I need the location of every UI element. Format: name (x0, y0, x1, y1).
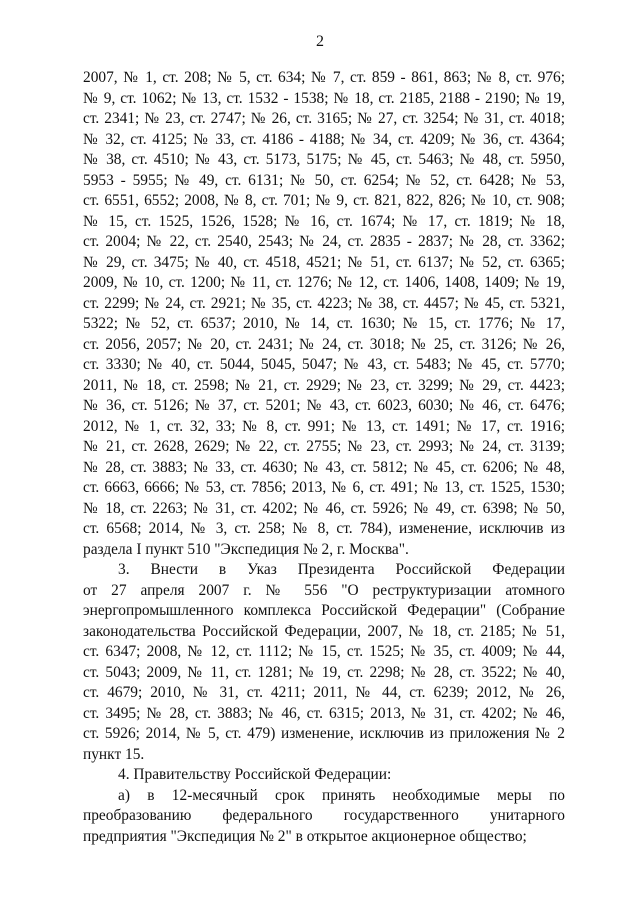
text-line: 2011, № 18, ст. 2598; № 21, ст. 2929; № 23, ст. 3299; № 29, ст. 4423; (83, 376, 565, 394)
text-line: ст. 2056, 2057; № 20, ст. 2431; № 24, ст. 3018; № 25, ст. 3126; № 26, (83, 335, 565, 353)
text-line: законодательства Российской Федерации, 2007, № 18, ст. 2185; № 51, (83, 622, 565, 640)
text-line: ст. 6568; 2014, № 3, ст. 258; № 8, ст. 784), изменение, исключив из (83, 520, 565, 537)
text-line: ст. 6551, 6552; 2008, № 8, ст. 701; № 9, ст. 821, 822, 826; № 10, ст. 908; (83, 192, 565, 209)
text-line: энергопромышленного комплекса Российской Федерации" (Собрание (83, 602, 565, 619)
text-line: ст. 5926; 2014, № 5, ст. 479) изменение, исключив из приложения № 2 (83, 725, 565, 742)
text-line: ст. 2299; № 24, ст. 2921; № 35, ст. 4223; № 38, ст. 4457; № 45, ст. 5321, (83, 294, 565, 312)
text-line: а) в 12-месячный срок принять необходимые меры по (118, 786, 565, 804)
text-line: № 29, ст. 3475; № 40, ст. 4518, 4521; № 51, ст. 6137; № 52, ст. 6365; (83, 253, 565, 271)
text-line: пункт 15. (83, 745, 145, 763)
text-line: преобразованию федерального государственного унитарного (83, 807, 565, 824)
text-line: ст. 5043; 2009, № 11, ст. 1281; № 19, ст. 2298; № 28, ст. 3522; № 40, (83, 663, 565, 681)
text-line: ст. 6663, 6666; № 53, ст. 7856; 2013, № 6, ст. 491; № 13, ст. 1525, 1530; (83, 479, 565, 496)
text-line: 2007, № 1, ст. 208; № 5, ст. 634; № 7, ст. 859 - 861, 863; № 8, ст. 976; (83, 69, 565, 86)
text-line: 4. Правительству Российской Федерации: (118, 766, 392, 783)
text-line: ст. 4679; 2010, № 31, ст. 4211; 2011, № 44, ст. 6239; 2012, № 26, (83, 684, 565, 701)
text-line: ст. 3495; № 28, ст. 3883; № 46, ст. 6315; 2013, № 31, ст. 4202; № 46, (83, 704, 565, 722)
text-line: ст. 2341; № 23, ст. 2747; № 26, ст. 3165; № 27, ст. 3254; № 31, ст. 4018; (83, 110, 565, 127)
text-line: ст. 6347; 2008, № 12, ст. 1112; № 15, ст. 1525; № 35, ст. 4009; № 44, (83, 643, 565, 660)
text-line: № 18, ст. 2263; № 31, ст. 4202; № 46, ст. 5926; № 49, ст. 6398; № 50, (83, 499, 565, 517)
text-line: от 27 апреля 2007 г. № 556 "О реструктуризации атомного (83, 581, 565, 599)
text-line: 5953 - 5955; № 49, ст. 6131; № 50, ст. 6254; № 52, ст. 6428; № 53, (83, 171, 565, 189)
text-line: 2012, № 1, ст. 32, 33; № 8, ст. 991; № 13, ст. 1491; № 17, ст. 1916; (83, 417, 565, 435)
text-line: № 38, ст. 4510; № 43, ст. 5173, 5175; № 45, ст. 5463; № 48, ст. 5950, (83, 151, 565, 168)
text-line: ст. 3330; № 40, ст. 5044, 5045, 5047; № 43, ст. 5483; № 45, ст. 5770; (83, 356, 565, 373)
page-number: 2 (316, 33, 324, 50)
text-line: 5322; № 52, ст. 6537; 2010, № 14, ст. 1630; № 15, ст. 1776; № 17, (83, 315, 565, 332)
text-line: № 9, ст. 1062; № 13, ст. 1532 - 1538; № 18, ст. 2185, 2188 - 2190; № 19, (83, 89, 565, 107)
text-line: № 36, ст. 5126; № 37, ст. 5201; № 43, ст. 6023, 6030; № 46, ст. 6476; (83, 397, 565, 414)
text-line: ст. 2004; № 22, ст. 2540, 2543; № 24, ст. 2835 - 2837; № 28, ст. 3362; (83, 233, 565, 250)
text-line: предприятия "Экспедиция № 2" в открытое акционерное общество; (83, 827, 527, 845)
text-line: № 32, ст. 4125; № 33, ст. 4186 - 4188; № 34, ст. 4209; № 36, ст. 4364; (83, 130, 565, 148)
text-line: № 15, ст. 1525, 1526, 1528; № 16, ст. 1674; № 17, ст. 1819; № 18, (83, 212, 565, 230)
text-line: 3. Внести в Указ Президента Российской Федерации (118, 561, 565, 578)
text-line: № 21, ст. 2628, 2629; № 22, ст. 2755; № 23, ст. 2993; № 24, ст. 3139; (83, 438, 565, 455)
text-line: 2009, № 10, ст. 1200; № 11, ст. 1276; № 12, ст. 1406, 1408, 1409; № 19, (83, 274, 565, 291)
text-line: раздела I пункт 510 "Экспедиция № 2, г. Москва". (83, 540, 409, 558)
text-line: № 28, ст. 3883; № 33, ст. 4630; № 43, ст. 5812; № 45, ст. 6206; № 48, (83, 458, 565, 476)
